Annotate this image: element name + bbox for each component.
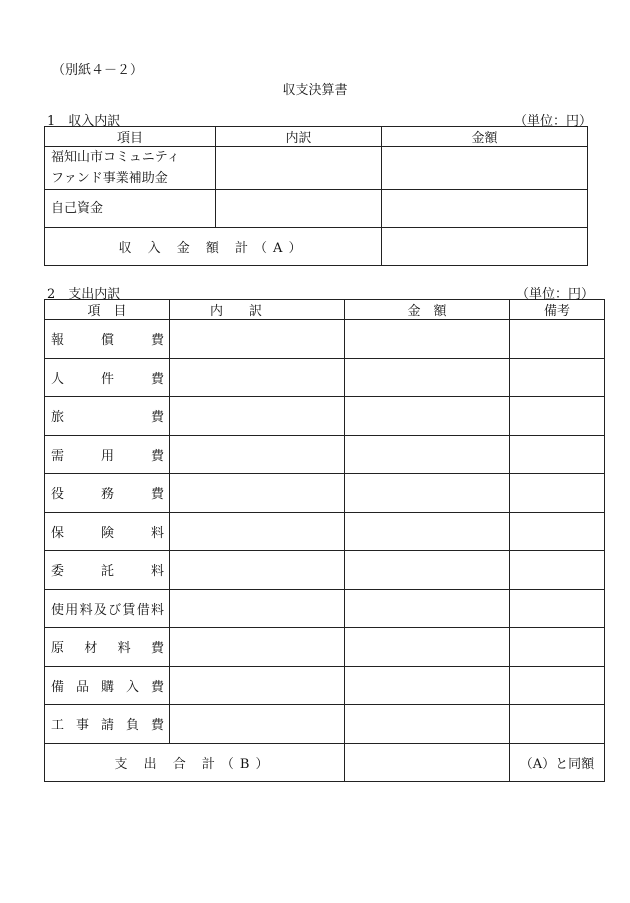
expense-col-detail [170, 300, 345, 320]
expense-amount-cell[interactable] [345, 512, 510, 551]
expense-remarks-cell[interactable] [510, 435, 605, 474]
expense-detail-cell[interactable] [170, 705, 345, 744]
expense-item-cell [45, 320, 170, 359]
expense-header-row [45, 300, 605, 320]
attachment-label: （別紙４－２） [52, 63, 144, 78]
expense-col-amount: 金 額 [345, 300, 510, 320]
expense-remarks-cell[interactable] [510, 397, 605, 436]
document-title: 収支決算書 [282, 83, 348, 98]
income-detail-cell[interactable] [216, 190, 382, 228]
income-row-subsidy [45, 147, 588, 190]
expense-table [44, 299, 605, 782]
expense-item-label: 工 事 請 負 費 [51, 718, 164, 734]
expense-item-label: 備 品 購 入 費 [51, 679, 164, 695]
expense-col-item: 項 目 [45, 300, 170, 320]
income-amount-cell[interactable] [382, 147, 588, 190]
expense-remarks-cell[interactable] [510, 589, 605, 628]
expense-amount-cell[interactable] [345, 320, 510, 359]
expense-detail-cell[interactable] [170, 512, 345, 551]
expense-col-remarks: 備考 [510, 300, 605, 320]
expense-amount-cell[interactable] [345, 628, 510, 667]
expense-amount-cell[interactable] [345, 589, 510, 628]
expense-remarks-cell[interactable] [510, 705, 605, 744]
expense-amount-cell[interactable] [345, 474, 510, 513]
expense-detail-cell[interactable] [170, 397, 345, 436]
expense-item-cell [45, 358, 170, 397]
income-amount-cell[interactable] [382, 190, 588, 228]
expense-item-cell [45, 397, 170, 436]
expense-remarks-cell[interactable] [510, 666, 605, 705]
expense-item-label: 委 託 料 [51, 564, 164, 580]
income-unit-label: （単位：円） [514, 114, 593, 129]
expense-item-label: 旅 費 [51, 410, 164, 426]
expense-total-row [45, 743, 605, 781]
income-item-subsidy [45, 147, 216, 190]
expense-detail-cell[interactable] [170, 551, 345, 590]
expense-amount-cell[interactable] [345, 435, 510, 474]
expense-item-cell [45, 512, 170, 551]
expense-item-label: 人 件 費 [51, 371, 164, 387]
expense-amount-cell[interactable] [345, 397, 510, 436]
expense-item-label: 使 用 料 及 び 賃 借 料 [51, 602, 164, 618]
expense-remarks-cell[interactable] [510, 358, 605, 397]
expense-row [45, 358, 605, 397]
expense-detail-cell[interactable] [170, 435, 345, 474]
expense-item-cell [45, 589, 170, 628]
income-col-amount: 金額 [382, 127, 588, 147]
expense-row [45, 551, 605, 590]
expense-amount-cell[interactable] [345, 705, 510, 744]
expense-row [45, 320, 605, 359]
expense-row [45, 666, 605, 705]
expense-item-cell [45, 628, 170, 667]
expense-detail-cell[interactable] [170, 589, 345, 628]
income-col-item: 項目 [45, 127, 216, 147]
income-col-detail: 内訳 [216, 127, 382, 147]
expense-remarks-cell[interactable] [510, 628, 605, 667]
income-item-own-funds: 自己資金 [45, 190, 216, 228]
income-total-row [45, 228, 588, 266]
expense-remarks-cell[interactable] [510, 320, 605, 359]
expense-item-label: 役 務 費 [51, 487, 164, 503]
expense-row [45, 474, 605, 513]
expense-item-label: 原 材 料 費 [51, 641, 164, 657]
expense-rows [45, 320, 605, 744]
expense-detail-cell[interactable] [170, 666, 345, 705]
expense-col-detail-label: 内 訳 [210, 304, 263, 319]
expense-total-amount-cell[interactable] [345, 743, 510, 781]
expense-detail-cell[interactable] [170, 358, 345, 397]
expense-row [45, 397, 605, 436]
expense-item-cell [45, 666, 170, 705]
expense-amount-cell[interactable] [345, 358, 510, 397]
expense-amount-cell[interactable] [345, 666, 510, 705]
expense-total-note: （A）と同額 [510, 743, 605, 781]
expense-detail-cell[interactable] [170, 628, 345, 667]
expense-item-label: 保 険 料 [51, 525, 164, 541]
expense-remarks-cell[interactable] [510, 551, 605, 590]
expense-item-cell [45, 705, 170, 744]
expense-row [45, 705, 605, 744]
expense-detail-cell[interactable] [170, 320, 345, 359]
income-header-row [45, 127, 588, 147]
expense-item-cell [45, 474, 170, 513]
expense-item-cell [45, 551, 170, 590]
expense-item-cell [45, 435, 170, 474]
expense-item-label: 報 償 費 [51, 333, 164, 349]
income-item-subsidy-line1: 福知山市コミュニティ [51, 150, 180, 165]
expense-row [45, 512, 605, 551]
expense-item-label: 需 用 費 [51, 448, 164, 464]
income-item-subsidy-line2: ファンド事業補助金 [51, 171, 168, 186]
income-total-label: 収 入 金 額 計（A） [45, 228, 382, 266]
income-table [44, 126, 588, 266]
expense-row [45, 589, 605, 628]
expense-remarks-cell[interactable] [510, 512, 605, 551]
expense-row [45, 435, 605, 474]
income-detail-cell[interactable] [216, 147, 382, 190]
expense-section-heading: 2 支出内訳 [47, 287, 121, 302]
income-total-amount-cell[interactable] [382, 228, 588, 266]
income-section-heading: 1 収入内訳 [47, 114, 121, 129]
expense-remarks-cell[interactable] [510, 474, 605, 513]
expense-total-label: 支 出 合 計（B） [45, 743, 345, 781]
expense-detail-cell[interactable] [170, 474, 345, 513]
expense-row [45, 628, 605, 667]
expense-unit-label: （単位：円） [516, 287, 595, 302]
expense-amount-cell[interactable] [345, 551, 510, 590]
income-row-own-funds [45, 190, 588, 228]
